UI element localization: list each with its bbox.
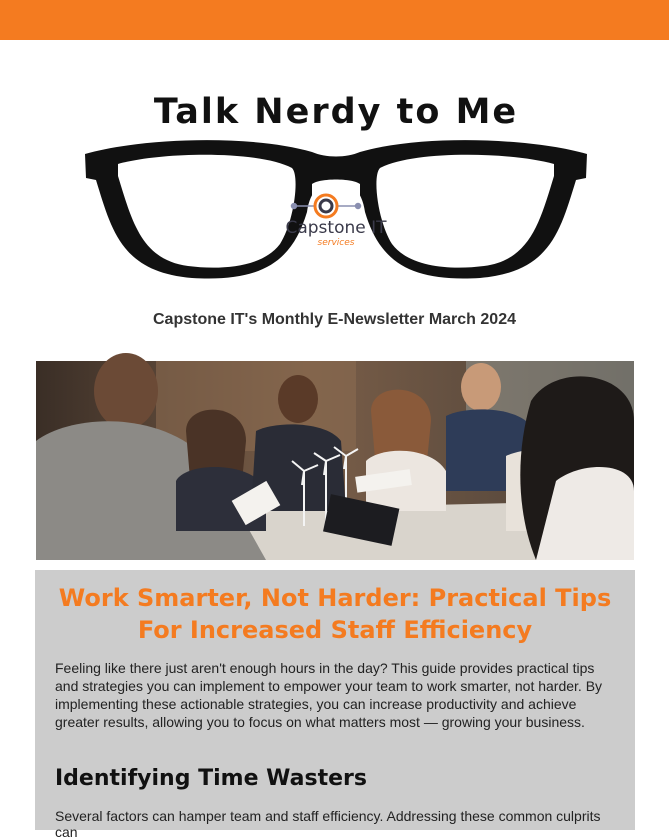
article-intro: Feeling like there just aren't enough hours in the day? This guide provides practical tips and strategies you can implement to empower your team to work smarter, not harder. By implementing these actionable strategies, you can increase productivity and achieve greater results, allowing you to focus on what matters most — growing your business.: [55, 660, 603, 730]
section-text: Several factors can hamper team and staff efficiency. Addressing these common culprits can: [55, 808, 601, 840]
glasses-icon: [80, 92, 592, 292]
meeting-photo-illustration: [36, 361, 634, 560]
section-heading: Identifying Time Wasters: [55, 766, 367, 791]
brand-name: Capstone IT: [285, 218, 387, 238]
business-meeting-photo: [36, 361, 634, 560]
newsletter-logo: [80, 92, 592, 292]
article-headline[interactable]: [35, 582, 635, 646]
newsletter-subtitle: Capstone IT's Monthly E-Newsletter March 2024: [152, 311, 516, 328]
article-card: [35, 570, 635, 840]
brand-tagline: services: [317, 238, 355, 248]
header-bar: [0, 0, 669, 40]
headline-line-2: For Increased Staff Efficiency: [137, 616, 533, 644]
logo-title: Talk Nerdy to Me: [153, 92, 519, 132]
headline-line-1: Work Smarter, Not Harder: Practical Tips: [58, 584, 612, 612]
